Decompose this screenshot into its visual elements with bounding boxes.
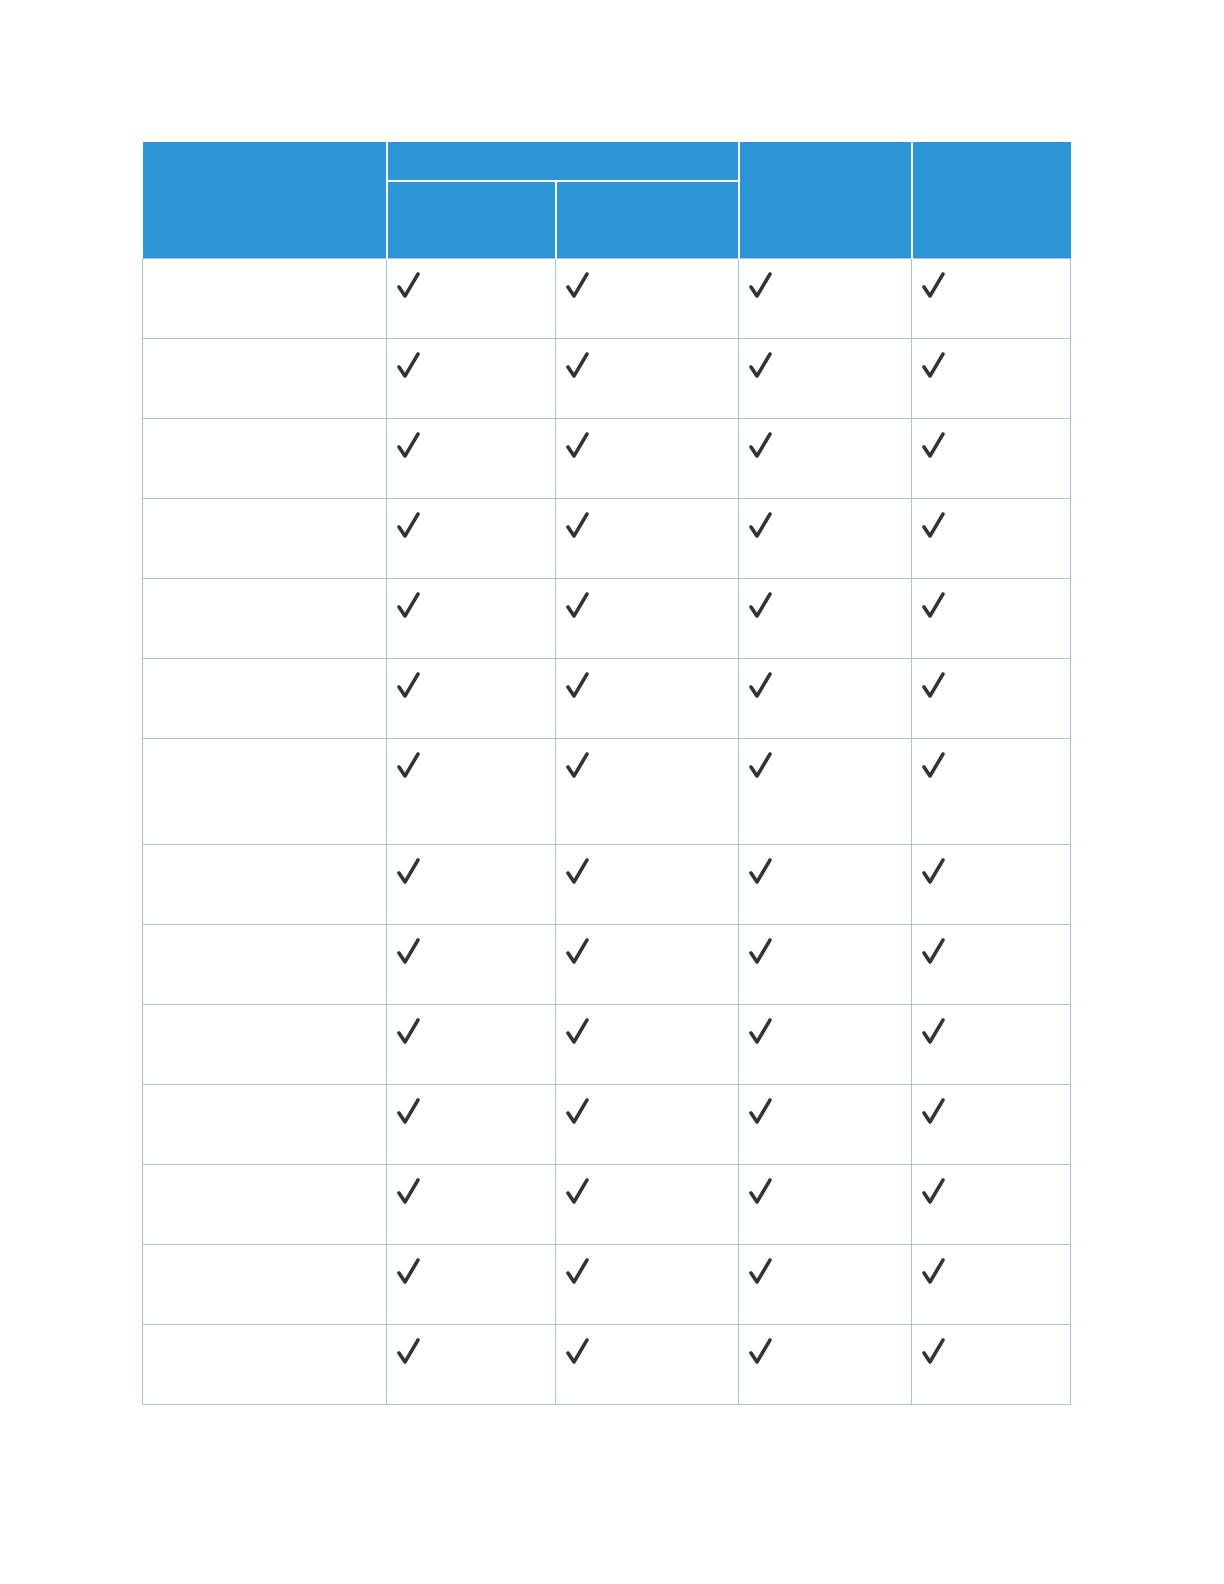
check-cell bbox=[387, 419, 556, 499]
checkmark-icon bbox=[397, 1337, 421, 1367]
header-first-col bbox=[143, 142, 387, 259]
check-cell bbox=[556, 1165, 739, 1245]
checkmark-icon bbox=[749, 857, 773, 887]
checkmark-icon bbox=[749, 1257, 773, 1287]
check-cell bbox=[739, 499, 912, 579]
table-row bbox=[143, 1005, 1071, 1085]
checkmark-icon bbox=[566, 1337, 590, 1367]
table-header bbox=[143, 142, 1071, 259]
checkmark-icon bbox=[749, 751, 773, 781]
checkmark-icon bbox=[566, 1177, 590, 1207]
checkmark-icon bbox=[397, 1177, 421, 1207]
checkmark-icon bbox=[749, 671, 773, 701]
checkmark-icon bbox=[922, 937, 946, 967]
table-row bbox=[143, 1085, 1071, 1165]
table-row bbox=[143, 845, 1071, 925]
check-cell bbox=[556, 259, 739, 339]
row-label bbox=[143, 579, 387, 659]
check-cell bbox=[556, 739, 739, 845]
checkmark-icon bbox=[922, 511, 946, 541]
checkmark-icon bbox=[566, 431, 590, 461]
checkmark-icon bbox=[397, 857, 421, 887]
check-cell bbox=[556, 579, 739, 659]
table-row bbox=[143, 419, 1071, 499]
check-cell bbox=[387, 925, 556, 1005]
check-cell bbox=[739, 1005, 912, 1085]
checkmark-icon bbox=[397, 431, 421, 461]
row-label bbox=[143, 1325, 387, 1405]
check-cell bbox=[387, 579, 556, 659]
check-cell bbox=[739, 1165, 912, 1245]
checkmark-icon bbox=[922, 1097, 946, 1127]
checkmark-icon bbox=[566, 511, 590, 541]
checkmark-icon bbox=[922, 1337, 946, 1367]
check-cell bbox=[739, 579, 912, 659]
row-label bbox=[143, 259, 387, 339]
row-label bbox=[143, 419, 387, 499]
checkmark-icon bbox=[922, 671, 946, 701]
table-row bbox=[143, 579, 1071, 659]
table-row bbox=[143, 1325, 1071, 1405]
check-cell bbox=[739, 925, 912, 1005]
checkmark-icon bbox=[566, 351, 590, 381]
check-cell bbox=[387, 1325, 556, 1405]
checkmark-icon bbox=[566, 857, 590, 887]
check-cell bbox=[556, 1245, 739, 1325]
header-col-3 bbox=[739, 142, 912, 259]
row-label bbox=[143, 1165, 387, 1245]
checkmark-icon bbox=[566, 671, 590, 701]
check-cell bbox=[387, 739, 556, 845]
checkmark-icon bbox=[749, 1337, 773, 1367]
checkmark-icon bbox=[922, 1257, 946, 1287]
check-cell bbox=[387, 259, 556, 339]
checkmark-icon bbox=[749, 511, 773, 541]
check-cell bbox=[912, 1005, 1071, 1085]
check-cell bbox=[912, 1325, 1071, 1405]
check-cell bbox=[556, 845, 739, 925]
check-cell bbox=[739, 659, 912, 739]
checkmark-icon bbox=[397, 351, 421, 381]
row-label bbox=[143, 499, 387, 579]
check-cell bbox=[387, 1085, 556, 1165]
header-sub-col-1 bbox=[387, 181, 556, 259]
check-cell bbox=[556, 1005, 739, 1085]
check-cell bbox=[556, 1325, 739, 1405]
check-cell bbox=[739, 1085, 912, 1165]
check-cell bbox=[387, 1245, 556, 1325]
check-cell bbox=[556, 419, 739, 499]
checkmark-icon bbox=[749, 591, 773, 621]
table-row bbox=[143, 925, 1071, 1005]
checkmark-icon bbox=[922, 271, 946, 301]
row-label bbox=[143, 739, 387, 845]
check-cell bbox=[912, 259, 1071, 339]
header-group bbox=[387, 142, 739, 181]
check-cell bbox=[387, 1165, 556, 1245]
checkmark-icon bbox=[397, 751, 421, 781]
row-label bbox=[143, 1005, 387, 1085]
checkmark-icon bbox=[566, 591, 590, 621]
checkmark-icon bbox=[566, 1257, 590, 1287]
checkmark-icon bbox=[397, 937, 421, 967]
checkmark-icon bbox=[397, 1017, 421, 1047]
row-label bbox=[143, 339, 387, 419]
checkmark-icon bbox=[922, 1017, 946, 1047]
check-cell bbox=[912, 1085, 1071, 1165]
row-label bbox=[143, 1245, 387, 1325]
checkmark-icon bbox=[749, 351, 773, 381]
checkmark-icon bbox=[749, 1017, 773, 1047]
table-row bbox=[143, 339, 1071, 419]
row-label bbox=[143, 1085, 387, 1165]
checkmark-icon bbox=[922, 751, 946, 781]
row-label bbox=[143, 845, 387, 925]
checkmark-icon bbox=[749, 1097, 773, 1127]
check-cell bbox=[912, 845, 1071, 925]
checkmark-icon bbox=[397, 671, 421, 701]
table-row bbox=[143, 739, 1071, 845]
header-col-4 bbox=[912, 142, 1071, 259]
checkmark-icon bbox=[922, 591, 946, 621]
check-cell bbox=[387, 845, 556, 925]
support-table bbox=[142, 142, 1071, 1405]
checkmark-icon bbox=[922, 431, 946, 461]
table-row bbox=[143, 1245, 1071, 1325]
table-row bbox=[143, 1165, 1071, 1245]
table-row bbox=[143, 259, 1071, 339]
header-sub-col-2 bbox=[556, 181, 739, 259]
checkmark-icon bbox=[397, 511, 421, 541]
check-cell bbox=[556, 925, 739, 1005]
check-cell bbox=[912, 339, 1071, 419]
check-cell bbox=[556, 339, 739, 419]
check-cell bbox=[912, 579, 1071, 659]
check-cell bbox=[556, 659, 739, 739]
row-label bbox=[143, 659, 387, 739]
checkmark-icon bbox=[922, 351, 946, 381]
checkmark-icon bbox=[749, 937, 773, 967]
check-cell bbox=[387, 1005, 556, 1085]
check-cell bbox=[912, 659, 1071, 739]
checkmark-icon bbox=[922, 857, 946, 887]
check-cell bbox=[556, 499, 739, 579]
checkmark-icon bbox=[566, 937, 590, 967]
check-cell bbox=[912, 419, 1071, 499]
check-cell bbox=[912, 499, 1071, 579]
checkmark-icon bbox=[566, 1017, 590, 1047]
table-row bbox=[143, 499, 1071, 579]
check-cell bbox=[387, 659, 556, 739]
check-cell bbox=[387, 499, 556, 579]
check-cell bbox=[912, 739, 1071, 845]
check-cell bbox=[912, 1245, 1071, 1325]
support-table-container bbox=[142, 142, 1070, 1405]
check-cell bbox=[739, 419, 912, 499]
checkmark-icon bbox=[397, 271, 421, 301]
check-cell bbox=[912, 925, 1071, 1005]
check-cell bbox=[387, 339, 556, 419]
checkmark-icon bbox=[749, 271, 773, 301]
check-cell bbox=[912, 1165, 1071, 1245]
checkmark-icon bbox=[397, 1257, 421, 1287]
check-cell bbox=[556, 1085, 739, 1165]
check-cell bbox=[739, 259, 912, 339]
checkmark-icon bbox=[397, 591, 421, 621]
check-cell bbox=[739, 845, 912, 925]
header-row bbox=[143, 142, 1071, 181]
row-label bbox=[143, 925, 387, 1005]
checkmark-icon bbox=[397, 1097, 421, 1127]
check-cell bbox=[739, 339, 912, 419]
checkmark-icon bbox=[749, 1177, 773, 1207]
checkmark-icon bbox=[566, 751, 590, 781]
check-cell bbox=[739, 1325, 912, 1405]
checkmark-icon bbox=[566, 271, 590, 301]
checkmark-icon bbox=[922, 1177, 946, 1207]
check-cell bbox=[739, 1245, 912, 1325]
checkmark-icon bbox=[566, 1097, 590, 1127]
table-row bbox=[143, 659, 1071, 739]
check-cell bbox=[739, 739, 912, 845]
table-body bbox=[143, 259, 1071, 1405]
checkmark-icon bbox=[749, 431, 773, 461]
